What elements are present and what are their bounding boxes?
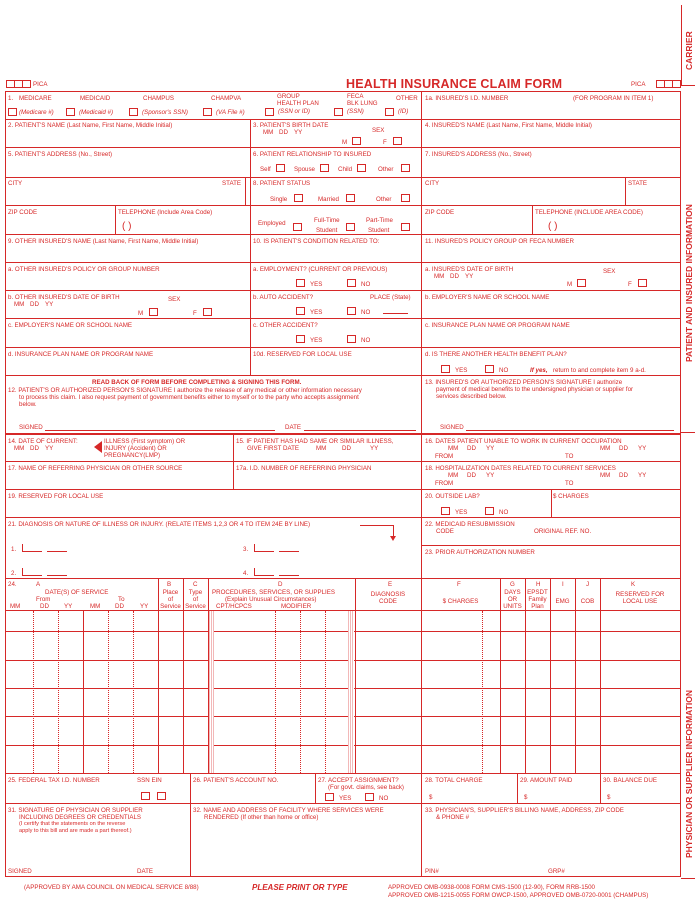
insurance-plan-label: c. INSURANCE PLAN NAME OR PROGRAM NAME [425,322,570,329]
box18-label: 18. HOSPITALIZATION DATES RELATED TO CURRENT SERVICES [425,465,616,472]
insured-m-label: M [567,281,573,288]
relationship-other-checkbox[interactable] [401,164,410,172]
box33-line1: 33. PHYSICIAN'S, SUPPLIER'S BILLING NAME, ADDRESS, ZIP CODE [425,807,624,814]
other-checkbox[interactable] [385,108,394,116]
other-m-checkbox[interactable] [149,308,158,316]
other-f-label: F [193,310,197,317]
insured-policy-label: 11. INSURED'S POLICY GROUP OR FECA NUMBER [425,238,575,245]
sex-label: SEX [372,127,385,134]
arrow-left-icon [94,441,102,453]
type-line3: Service [185,603,206,610]
epsdt-line3: Plan [531,603,544,610]
spouse-checkbox[interactable] [320,164,329,172]
cpt-label: CPT/HCPCS [216,603,252,610]
box15-first-date: GIVE FIRST DATE [247,445,300,452]
accept-no-label: NO [379,795,389,802]
patient-city-label: CITY [8,180,23,187]
insured-yy: YY [465,273,474,280]
spouse-label: Spouse [294,166,315,173]
box14-yy: YY [45,445,54,452]
box29-label: 29. AMOUNT PAID [520,777,573,784]
box18-to-yy: YY [638,472,647,479]
service-line-5[interactable] [6,717,680,745]
box28-label: 28. TOTAL CHARGE [425,777,483,784]
box13-line3: services described below. [436,393,507,400]
insured-zip-label: ZIP CODE [425,209,455,216]
insured-f-checkbox[interactable] [638,279,647,287]
reserved-10d-label: 10d. RESERVED FOR LOCAL USE [253,351,352,358]
another-plan-label: d. IS THERE ANOTHER HEALTH BENEFIT PLAN? [425,351,567,358]
outside-lab-no-label: NO [499,509,509,516]
fulltime-student-label: Student [316,227,338,234]
box16-to-yy: YY [638,445,647,452]
birth-date-label: 3. PATIENT'S BIRTH DATE [253,122,329,129]
reserved-line1: RESERVED FOR [615,591,665,598]
col-k-label: K [631,581,636,588]
another-plan-yes-label: YES [455,367,468,374]
self-checkbox[interactable] [276,164,285,172]
employer-label: b. EMPLOYER'S NAME OR SCHOOL NAME [425,294,550,301]
box16-to-mm: MM [600,445,611,452]
emg-label: EMG [555,598,570,605]
carrier-label: CARRIER [684,31,694,70]
box28-dollar: $ [429,794,433,801]
if-yes-rest: return to and complete item 9 a-d. [553,367,646,374]
box14-label: 14. DATE OF CURRENT: [8,438,78,445]
box12-line3: below. [19,401,37,408]
auto-no-checkbox[interactable] [347,307,356,315]
box12-signed-label: SIGNED [19,424,43,431]
epsdt-line1: EPSDT [527,589,548,596]
box20-charges-label: $ CHARGES [553,493,589,500]
other-plan-label: d. INSURANCE PLAN NAME OR PROGRAM NAME [8,351,154,358]
form-title: HEALTH INSURANCE CLAIM FORM [346,77,563,91]
procedures-explain: (Explain Unusual Circumstances) [225,596,317,603]
modifier-label: MODIFIER [281,603,312,610]
patient-status-label: 8. PATIENT STATUS [253,180,311,187]
relationship-label: 6. PATIENT RELATIONSHIP TO INSURED [253,151,372,158]
box31-line2: INCLUDING DEGREES OR CREDENTIALS [19,814,142,821]
employment-no-checkbox[interactable] [347,279,356,287]
service-line-3[interactable] [6,661,680,688]
patient-name-input[interactable] [8,130,248,146]
box18-from-dd: DD [467,472,476,479]
diag-code-line2: CODE [379,598,397,605]
auto-accident-label: b. AUTO ACCIDENT? [253,294,314,301]
other-mm: MM [14,301,25,308]
feca-checkbox[interactable] [334,108,343,116]
box31-signed-label: SIGNED [8,868,32,875]
box18-to-dd: DD [619,472,628,479]
employed-checkbox[interactable] [293,223,302,231]
insured-phone-paren: ( ) [548,221,558,232]
reserved-line2: LOCAL USE [622,598,658,605]
box18-from-mm: MM [448,472,459,479]
employed-label: Employed [258,220,286,227]
another-plan-no-label: NO [499,367,509,374]
ama-approval: (APPROVED BY AMA COUNCIL ON MEDICAL SERVICE 8/88) [24,884,199,891]
col-b-label: B [167,581,172,588]
insured-name-label: 4. INSURED'S NAME (Last Name, First Name, Middle Initial) [425,122,592,129]
box14-mm: MM [14,445,25,452]
parttime-student-label: Student [368,227,390,234]
status-other-label: Other [376,196,392,203]
other-m-label: M [138,310,144,317]
diagnosis-3-label: 3. [243,546,249,553]
patient-insured-side-label: PATIENT AND INSURED INFORMATION [684,204,694,362]
read-back-notice: READ BACK OF FORM BEFORE COMPLETING & SIGNING THIS FORM. [92,379,302,386]
insured-state-label: STATE [628,180,648,187]
box22-code-label: CODE [436,528,454,535]
insured-telephone-label: TELEPHONE (INCLUDE AREA CODE) [535,209,643,216]
self-label: Self [260,166,271,173]
ssn-checkbox[interactable] [141,792,150,800]
box12-line1: 12. PATIENT'S OR AUTHORIZED PERSON'S SIGNATURE I authorize the release of any medical or other information necessary [8,387,362,394]
other-f-checkbox[interactable] [203,308,212,316]
sex-f-label: F [383,139,387,146]
other-insured-name-label: 9. OTHER INSURED'S NAME (Last Name, First Name, Middle Initial) [8,238,199,245]
box16-from-dd: DD [467,445,476,452]
svc-from-yy: YY [64,603,73,610]
patient-telephone-label: TELEPHONE (Include Area Code) [118,209,213,216]
outside-lab-yes-checkbox[interactable] [441,507,450,515]
auto-no-label: NO [361,309,371,316]
col-a-label: A [36,581,41,588]
medicaid-checkbox[interactable] [66,108,75,116]
days-line3: UNITS [503,603,522,610]
group-checkbox[interactable] [265,108,274,116]
box12-line2: to process this claim. I also request payment of government benefits either to myself or to the party who accepts assignment [19,394,359,401]
svc-from-mm: MM [10,603,21,610]
yy-label: YY [294,129,303,136]
insured-m-checkbox[interactable] [577,279,586,287]
pica-box-right-3[interactable] [672,80,681,88]
single-label: Single [270,196,288,203]
box15-label: 15. IF PATIENT HAS HAD SAME OR SIMILAR ILLNESS, [236,438,394,445]
box17a-label: 17a. I.D. NUMBER OF REFERRING PHYSICIAN [236,465,372,472]
dates-of-service-label: DATE(S) OF SERVICE [45,589,109,596]
other-policy-label: a. OTHER INSURED'S POLICY OR GROUP NUMBER [8,266,160,273]
box16-to-dd: DD [619,445,628,452]
child-checkbox[interactable] [357,164,366,172]
grp-label: GRP# [548,868,565,875]
sex-m-checkbox[interactable] [352,137,361,145]
other-label: OTHER [396,95,418,102]
sex-m-label: M [342,139,348,146]
box22-orig-ref-label: ORIGINAL REF. NO. [534,528,592,535]
insured-id-label: 1a. INSURED'S I.D. NUMBER [425,95,509,102]
box31-date-label: DATE [137,868,154,875]
pica-box-left-3[interactable] [22,80,31,88]
box32-line2: RENDERED (If other than home or office) [204,814,319,821]
employment-yes-checkbox[interactable] [296,279,305,287]
box24-label: 24. [8,581,17,588]
box23-label: 23. PRIOR AUTHORIZATION NUMBER [425,549,535,556]
dd-label: DD [279,129,288,136]
insured-dd: DD [450,273,459,280]
svc-from-dd: DD [40,603,49,610]
box22-label: 22. MEDICAID RESUBMISSION [425,521,515,528]
place-line2: of [167,596,174,603]
accept-yes-checkbox[interactable] [325,793,334,801]
parttime-label: Part-Time [366,217,393,224]
pica-label-right: PICA [631,81,646,88]
box12-date-label: DATE [285,424,302,431]
col-h-label: H [536,581,541,588]
box13-line2: payment of medical benefits to the undersigned physician or supplier for [436,386,634,393]
ssn-or-id: (SSN or ID) [278,108,310,115]
medicare-checkbox[interactable] [8,108,17,116]
condition-related-label: 10. IS PATIENT'S CONDITION RELATED TO: [253,238,380,245]
col-i-label: I [562,581,564,588]
box31-line4: apply to this bill and are made a part thereof.) [19,828,132,834]
champus-checkbox[interactable] [129,108,138,116]
relationship-other-label: Other [378,166,394,173]
service-line-1[interactable] [6,611,680,631]
box27-govt-label: (For govt. claims, see back) [328,784,404,791]
blk-lung-label: BLK LUNG [347,100,378,107]
patient-name-label: 2. PATIENT'S NAME (Last Name, First Name, Middle Initial) [8,122,173,129]
box16-label: 16. DATES PATIENT UNABLE TO WORK IN CURRENT OCCUPATION [425,438,622,445]
medicare-no: (Medicare #) [19,109,54,116]
omb-line2: APPROVED OMB-1215-0055 FORM OWCP-1500, APPROVED OMB-0720-0001 (CHAMPUS) [388,892,649,899]
box15-dd: DD [342,445,351,452]
col-e-label: E [388,581,393,588]
feca-label: FECA [347,93,364,100]
patient-phone-paren: ( ) [122,221,132,232]
box19-label: 19. RESERVED FOR LOCAL USE [8,493,104,500]
va-file: (VA File #) [216,109,245,116]
place-line3: Service [160,603,181,610]
champva-checkbox[interactable] [203,108,212,116]
medicaid-no: (Medicaid #) [79,109,114,116]
patient-state-label: STATE [222,180,242,187]
procedures-label: PROCEDURES, SERVICES, OR SUPPLIES [212,589,335,596]
cob-label: COB [580,598,595,605]
col-f-label: F [457,581,461,588]
champus-label: CHAMPUS [143,95,174,102]
medicaid-label: MEDICAID [80,95,111,102]
box13-signed-label: SIGNED [440,424,464,431]
box14-pregnancy: PREGNANCY(LMP) [104,452,161,459]
col-g-label: G [510,581,515,588]
print-or-type: PLEASE PRINT OR TYPE [252,883,348,892]
box13-line1: 13. INSURED'S OR AUTHORIZED PERSON'S SIGNATURE I authorize [425,379,623,386]
box31-line1: 31. SIGNATURE OF PHYSICIAN OR SUPPLIER [8,807,143,814]
sex-f-checkbox[interactable] [393,137,402,145]
fulltime-checkbox[interactable] [346,223,355,231]
box14-dd: DD [30,445,39,452]
box18-to-mm: MM [600,472,611,479]
other-dob-label: b. OTHER INSURED'S DATE OF BIRTH [8,294,120,301]
married-checkbox[interactable] [346,194,355,202]
outside-lab-no-checkbox[interactable] [485,507,494,515]
parttime-checkbox[interactable] [401,223,410,231]
ssn-ein-label: SSN EIN [137,777,162,784]
sponsor-ssn: (Sponsor's SSN) [142,109,188,116]
single-checkbox[interactable] [294,194,303,202]
box25-label: 25. FEDERAL TAX I.D. NUMBER [8,777,100,784]
arrow-down-icon [390,536,396,541]
child-label: Child [338,166,353,173]
svc-charges-label: $ CHARGES [442,598,479,605]
diagnosis-4-label: 4. [243,570,249,577]
diagnosis-1-label: 1. [11,546,17,553]
col-c-label: C [193,581,198,588]
employment-yes-label: YES [310,281,323,288]
service-line-6[interactable] [6,746,680,773]
insured-city-label: CITY [425,180,440,187]
other-accident-yes-checkbox[interactable] [296,335,305,343]
insured-sex-label: SEX [603,268,616,275]
box14-injury: INJURY (Accident) OR [104,445,167,452]
id-paren: (ID) [398,108,409,115]
service-line-4[interactable] [6,689,680,716]
another-plan-no-checkbox[interactable] [485,365,494,373]
col-j-label: J [586,581,590,588]
box20-label: 20. OUTSIDE LAB? [425,493,480,500]
auto-yes-label: YES [310,309,323,316]
dates-from-label: From [36,596,51,603]
box16-from-mm: MM [448,445,459,452]
omb-line1: APPROVED OMB-0938-0008 FORM CMS-1500 (12-90), FORM RRB-1500 [388,884,596,891]
epsdt-line2: Family [528,596,547,603]
group-label: GROUP [277,93,300,100]
days-line1: DAYS [504,589,521,596]
box21-label: 21. DIAGNOSIS OR NATURE OF ILLNESS OR INJURY. (RELATE ITEMS 1,2,3 OR 4 TO ITEM 24E BY LINE) [8,521,311,528]
service-line-2[interactable] [6,632,680,660]
ein-checkbox[interactable] [157,792,166,800]
other-sex-label: SEX [168,296,181,303]
svc-to-mm: MM [90,603,101,610]
type-line1: Type [188,589,203,596]
svc-to-yy: YY [140,603,149,610]
program-label: (FOR PROGRAM IN ITEM 1) [573,95,654,102]
box16-from-label: FROM [435,453,454,460]
box30-dollar: $ [607,794,611,801]
patient-address-label: 5. PATIENT'S ADDRESS (No., Street) [8,151,113,158]
diagnosis-2-label: 2. [11,570,17,577]
married-label: Married [318,196,339,203]
box15-yy: YY [370,445,379,452]
accept-yes-label: YES [339,795,352,802]
svc-to-dd: DD [115,603,124,610]
pica-label-left: PICA [33,81,48,88]
accept-no-checkbox[interactable] [365,793,374,801]
box14-illness: ILLNESS (First symptom) OR [104,438,186,445]
box16-from-yy: YY [486,445,495,452]
insured-name-input[interactable] [425,130,675,146]
box1-label: 1. [8,95,14,102]
ssn-paren: (SSN) [347,108,364,115]
insured-f-label: F [628,281,632,288]
box18-from-label: FROM [435,480,454,487]
outside-lab-yes-label: YES [455,509,468,516]
box18-to-label: TO [565,480,574,487]
status-other-checkbox[interactable] [401,194,410,202]
if-yes-label: If yes, [530,367,548,374]
box18-from-yy: YY [486,472,495,479]
box17-label: 17. NAME OF REFERRING PHYSICIAN OR OTHER SOURCE [8,465,183,472]
box31-line3: (I certify that the statements on the reverse [19,821,126,827]
col-d-label: D [278,581,283,588]
other-accident-no-label: NO [361,337,371,344]
box16-to-label: TO [565,453,574,460]
box26-label: 26. PATIENT'S ACCOUNT NO. [193,777,279,784]
place-line1: Place [162,589,179,596]
champva-label: CHAMPVA [211,95,242,102]
other-accident-yes-label: YES [310,337,323,344]
box27-label: 27. ACCEPT ASSIGNMENT? [318,777,399,784]
pin-label: PIN# [425,868,439,875]
other-accident-no-checkbox[interactable] [347,335,356,343]
health-plan-label: HEALTH PLAN [277,100,319,107]
auto-yes-checkbox[interactable] [296,307,305,315]
diag-code-line1: DIAGNOSIS [370,591,406,598]
box30-label: 30. BALANCE DUE [603,777,657,784]
other-dd: DD [30,301,39,308]
other-yy: YY [45,301,54,308]
physician-supplier-side-label: PHYSICIAN OR SUPPLIER INFORMATION [684,690,694,858]
box33-line2: & PHONE # [436,814,470,821]
medicare-label: MEDICARE [19,95,52,102]
other-employer-label: c. EMPLOYER'S NAME OR SCHOOL NAME [8,322,133,329]
insured-mm: MM [434,273,445,280]
insured-dob-label: a. INSURED'S DATE OF BIRTH [425,266,514,273]
other-accident-label: c. OTHER ACCIDENT? [253,322,318,329]
another-plan-yes-checkbox[interactable] [441,365,450,373]
insured-id-input[interactable] [425,103,675,118]
days-line2: OR [507,596,518,603]
mm-label: MM [263,129,274,136]
type-line2: of [192,596,199,603]
box32-line1: 32. NAME AND ADDRESS OF FACILITY WHERE SERVICES WERE [193,807,384,814]
employment-no-label: NO [361,281,371,288]
insured-address-label: 7. INSURED'S ADDRESS (No., Street) [425,151,532,158]
place-state-label: PLACE (State) [370,294,411,301]
patient-zip-label: ZIP CODE [8,209,38,216]
fulltime-label: Full-Time [314,217,340,224]
dates-to-label: To [118,596,125,603]
box29-dollar: $ [524,794,528,801]
employment-label: a. EMPLOYMENT? (CURRENT OR PREVIOUS) [253,266,388,273]
box15-mm: MM [316,445,327,452]
